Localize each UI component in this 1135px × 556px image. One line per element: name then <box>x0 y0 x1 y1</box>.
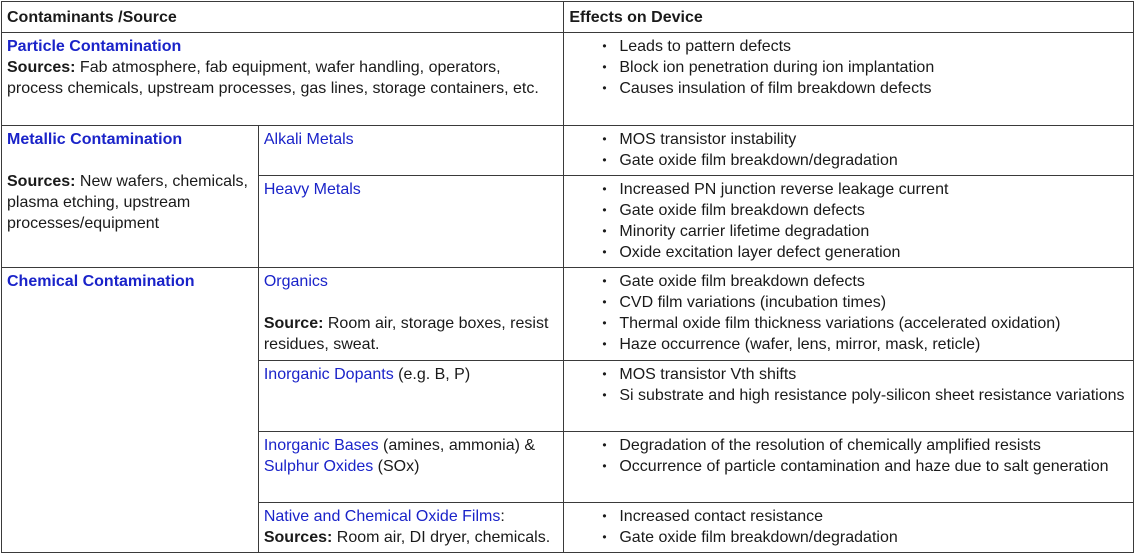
oxides-name: Native and Chemical Oxide Films <box>263 508 501 525</box>
oxides-sources-label: Sources: <box>263 529 333 546</box>
metallic-sources-text: New wafers, chemicals, plasma etching, upstream processes/equipment <box>7 173 248 232</box>
effect-item: • Increased PN junction reverse leakage current <box>619 179 1128 200</box>
alkali-effects-cell <box>564 126 1134 176</box>
sulphur-oxides-name: Sulphur Oxides <box>263 458 374 475</box>
effect-item: • Degradation of the resolution of chemically amplified resists <box>619 435 1128 456</box>
organics-cell <box>258 268 564 361</box>
oxides-colon: : <box>500 508 505 525</box>
particle-effects-cell <box>564 33 1134 126</box>
metallic-title: Metallic Contamination <box>7 131 183 148</box>
oxides-sources-text: Room air, DI dryer, chemicals. <box>332 529 551 546</box>
effect-item: • Si substrate and high resistance poly-silicon sheet resistance variations <box>619 385 1128 406</box>
oxides-title-line <box>264 506 559 527</box>
effect-item: • Gate oxide film breakdown defects <box>619 200 1128 221</box>
heavy-effects-cell <box>564 176 1134 268</box>
dopants-effects-cell <box>564 361 1134 432</box>
header-effects-on-device: Effects on Device <box>564 2 1134 33</box>
metallic-sources-label: Sources: <box>7 173 76 190</box>
effect-item: • Occurrence of particle contamination and haze due to salt generation <box>619 456 1128 477</box>
particle-sources <box>7 57 558 99</box>
organics-name: Organics <box>263 273 328 290</box>
effect-item: • Oxide excitation layer defect generation <box>619 242 1128 263</box>
particle-title: Particle Contamination <box>7 38 182 55</box>
organics-source-text: Room air, storage boxes, resist residues, sweat. <box>263 315 549 353</box>
dopants-name: Inorganic Dopants <box>263 366 394 383</box>
heavy-effects-list <box>569 179 1128 263</box>
row-particle-contamination <box>2 33 1134 126</box>
particle-sources-text: Fab atmosphere, fab equipment, wafer handling, operators, process chemicals, upstream processes, gas lines, storage containers, etc. <box>7 59 539 97</box>
effect-item: • Gate oxide film breakdown/degradation <box>619 527 1128 548</box>
effect-item: • Block ion penetration during ion implantation <box>619 57 1128 78</box>
organics-effects-list <box>569 271 1128 355</box>
dopants-suffix: (e.g. B, P) <box>393 366 471 383</box>
organics-source-label: Source: <box>263 315 324 332</box>
header-contaminants-source: Contaminants /Source <box>2 2 564 33</box>
metallic-source-cell <box>2 126 259 268</box>
oxides-effects-cell <box>564 503 1134 553</box>
effect-item: • Thermal oxide film thickness variations (accelerated oxidation) <box>619 313 1128 334</box>
contamination-table <box>1 1 1134 553</box>
effect-item: • Minority carrier lifetime degradation <box>619 221 1128 242</box>
oxides-cell <box>258 503 564 553</box>
chemical-title: Chemical Contamination <box>7 273 195 290</box>
organics-effects-cell <box>564 268 1134 361</box>
effect-item: • Gate oxide film breakdown/degradation <box>619 150 1128 171</box>
alkali-effects-list <box>569 129 1128 171</box>
effect-item: • MOS transistor instability <box>619 129 1128 150</box>
chemical-source-cell <box>2 268 259 553</box>
bases-name: Inorganic Bases <box>263 437 379 454</box>
particle-sources-label: Sources: <box>7 59 76 76</box>
effect-item: • Gate oxide film breakdown defects <box>619 271 1128 292</box>
row-organics <box>2 268 1134 361</box>
particle-effects-list <box>569 36 1128 99</box>
effect-item: • Leads to pattern defects <box>619 36 1128 57</box>
bases-effects-cell <box>564 432 1134 503</box>
effect-item: • Haze occurrence (wafer, lens, mirror, mask, reticle) <box>619 334 1128 355</box>
effect-item: • CVD film variations (incubation times) <box>619 292 1128 313</box>
metallic-sources <box>7 171 253 234</box>
dopants-cell <box>258 361 564 432</box>
dopants-effects-list <box>569 364 1128 406</box>
alkali-metals-cell: Alkali Metals <box>258 126 564 176</box>
bases-suffix: (SOx) <box>373 458 420 475</box>
organics-source <box>264 313 559 355</box>
bases-effects-list <box>569 435 1128 477</box>
bases-cell <box>258 432 564 503</box>
row-alkali-metals <box>2 126 1134 176</box>
header-row <box>2 2 1134 33</box>
effect-item: • MOS transistor Vth shifts <box>619 364 1128 385</box>
bases-mid: (amines, ammonia) & <box>378 437 536 454</box>
oxides-effects-list <box>569 506 1128 548</box>
effect-item: • Increased contact resistance <box>619 506 1128 527</box>
effect-item: • Causes insulation of film breakdown defects <box>619 78 1128 99</box>
heavy-metals-cell: Heavy Metals <box>258 176 564 268</box>
particle-source-cell <box>2 33 564 126</box>
oxides-sources <box>264 527 559 548</box>
